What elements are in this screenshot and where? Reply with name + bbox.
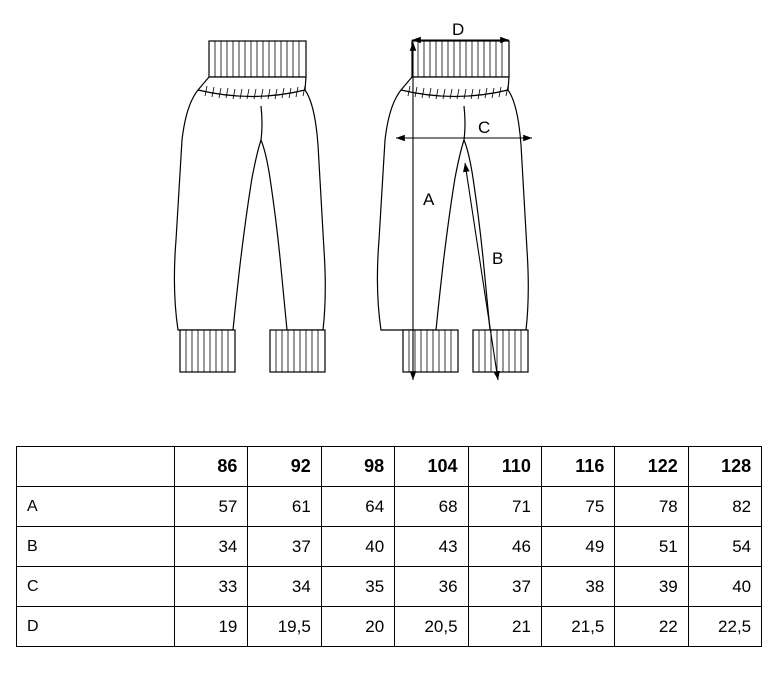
table-corner-cell (17, 447, 175, 487)
cell-a-116: 75 (541, 487, 614, 527)
cell-c-92: 34 (248, 567, 321, 607)
cell-b-128: 54 (688, 527, 761, 567)
back-view-pants (377, 41, 528, 372)
size-header-98: 98 (321, 447, 394, 487)
cell-a-104: 68 (395, 487, 468, 527)
size-header-104: 104 (395, 447, 468, 487)
cell-d-128: 22,5 (688, 607, 761, 647)
cell-a-92: 61 (248, 487, 321, 527)
row-label-b: B (17, 527, 175, 567)
cell-c-104: 36 (395, 567, 468, 607)
table-row (17, 527, 762, 567)
cell-d-116: 21,5 (541, 607, 614, 647)
size-header-86: 86 (175, 447, 248, 487)
table-row (17, 567, 762, 607)
size-header-122: 122 (615, 447, 688, 487)
cell-c-122: 39 (615, 567, 688, 607)
cell-b-92: 37 (248, 527, 321, 567)
size-chart-table (16, 446, 761, 647)
cell-d-86: 19 (175, 607, 248, 647)
row-label-c: C (17, 567, 175, 607)
table-header-row (17, 447, 762, 487)
cell-c-128: 40 (688, 567, 761, 607)
cell-c-110: 37 (468, 567, 541, 607)
cell-d-98: 20 (321, 607, 394, 647)
size-header-92: 92 (248, 447, 321, 487)
cell-c-86: 33 (175, 567, 248, 607)
row-label-d: D (17, 607, 175, 647)
cell-b-116: 49 (541, 527, 614, 567)
cell-a-86: 57 (175, 487, 248, 527)
cell-a-122: 78 (615, 487, 688, 527)
cell-b-110: 46 (468, 527, 541, 567)
cell-b-122: 51 (615, 527, 688, 567)
cell-b-98: 40 (321, 527, 394, 567)
measurement-label-c: C (478, 118, 491, 137)
measurement-label-b: B (492, 249, 504, 268)
front-view-pants (174, 41, 325, 372)
cell-d-122: 22 (615, 607, 688, 647)
size-header-110: 110 (468, 447, 541, 487)
cell-a-128: 82 (688, 487, 761, 527)
cell-d-92: 19,5 (248, 607, 321, 647)
cell-b-86: 34 (175, 527, 248, 567)
table-row (17, 607, 762, 647)
measurement-label-d: D (452, 20, 465, 39)
table-row (17, 487, 762, 527)
cell-b-104: 43 (395, 527, 468, 567)
cell-a-98: 64 (321, 487, 394, 527)
size-header-128: 128 (688, 447, 761, 487)
cell-a-110: 71 (468, 487, 541, 527)
measurement-d-arrow (412, 20, 509, 40)
cell-c-98: 35 (321, 567, 394, 607)
row-label-a: A (17, 487, 175, 527)
measurement-label-a: A (423, 190, 435, 209)
cell-d-110: 21 (468, 607, 541, 647)
cell-d-104: 20,5 (395, 607, 468, 647)
cell-c-116: 38 (541, 567, 614, 607)
size-header-116: 116 (541, 447, 614, 487)
